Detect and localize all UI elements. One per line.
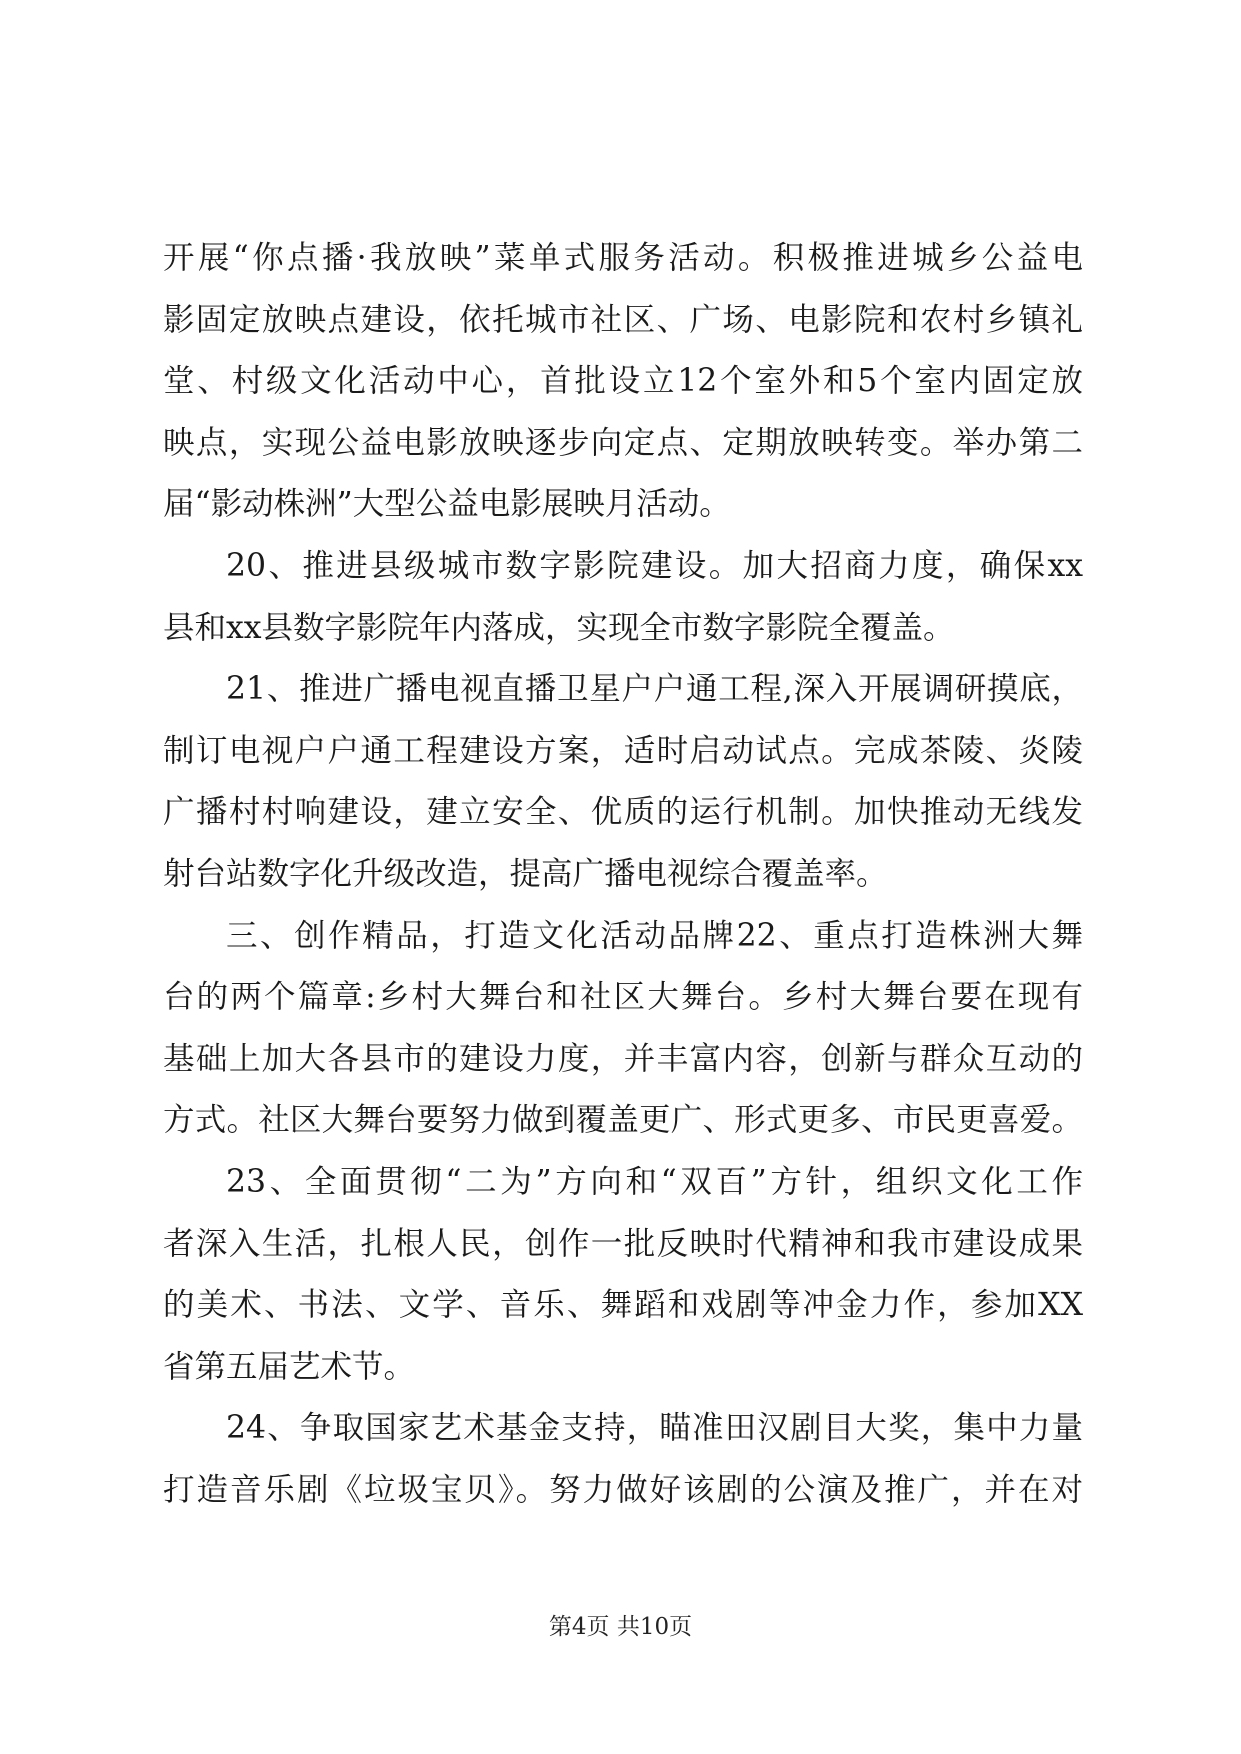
text-line: 开展“你点播·我放映”菜单式服务活动。积极推进城乡公益电 [163,240,1083,276]
text-line: 21、推进广播电视直播卫星户户通工程,深入开展调研摸底， [226,671,1083,708]
text-line: 23、全面贯彻“二为”方向和“双百”方针，组织文化工作 [226,1163,1083,1200]
text-line: 映点，实现公益电影放映逐步向定点、定期放映转变。举办第二 [163,424,1083,461]
text-line: 影固定放映点建设，依托城市社区、广场、电影院和农村乡镇礼 [163,301,1083,338]
text-line: 24、争取国家艺术基金支持，瞄准田汉剧目大奖，集中力量 [226,1410,1083,1447]
text-line: 省第五届艺术节。 [163,1348,416,1385]
text-line: 射台站数字化升级改造，提高广播电视综合覆盖率。 [163,855,888,892]
text-line: 20、推进县级城市数字影院建设。加大招商力度，确保xx [226,547,1083,584]
text-line: 基础上加大各县市的建设力度，并丰富内容，创新与群众互动的 [163,1040,1083,1077]
text-line: 者深入生活，扎根人民，创作一批反映时代精神和我市建设成果 [163,1225,1083,1262]
text-line: 台的两个篇章:乡村大舞台和社区大舞台。乡村大舞台要在现有 [163,979,1083,1016]
text-line: 堂、村级文化活动中心，首批设立12个室外和5个室内固定放 [163,363,1083,400]
text-line: 广播村村响建设，建立安全、优质的运行机制。加快推动无线发 [163,794,1083,831]
text-line: 打造音乐剧《垃圾宝贝》。努力做好该剧的公演及推广，并在对 [163,1471,1083,1508]
page-number-footer: 第4页 共10页 [548,1614,693,1640]
text-line: 方式。社区大舞台要努力做到覆盖更广、形式更多、市民更喜爱。 [163,1102,1083,1139]
text-line: 县和xx县数字影院年内落成，实现全市数字影院全覆盖。 [163,609,955,646]
document-body [163,228,1083,1521]
text-line: 制订电视户户通工程建设方案，适时启动试点。完成茶陵、炎陵 [163,732,1083,769]
text-line: 届“影动株洲”大型公益电影展映月活动。 [163,486,731,523]
text-line: 三、创作精品，打造文化活动品牌22、重点打造株洲大舞 [226,917,1083,954]
text-line: 的美术、书法、文学、音乐、舞蹈和戏剧等冲金力作，参加XX [163,1287,1083,1324]
